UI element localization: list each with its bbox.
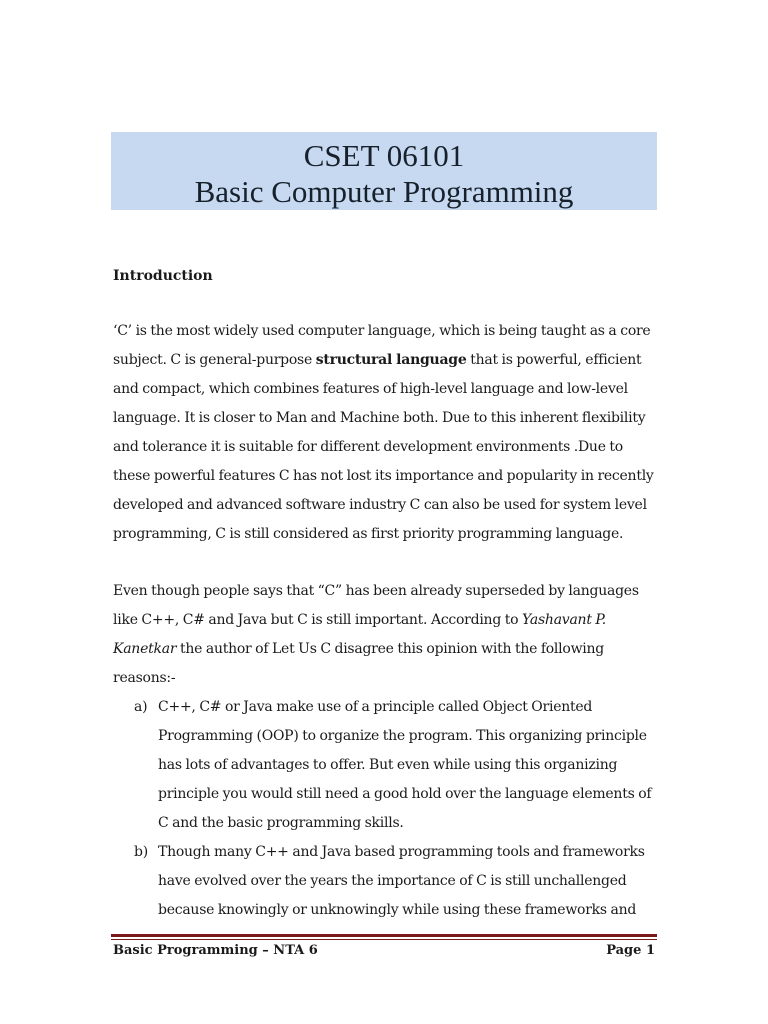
footer-rule-thin [111, 939, 657, 940]
list-marker: a) [134, 699, 148, 715]
author-name: Yashavant P. Kanetkar [113, 612, 606, 657]
reasons-intro-text-end: the author of Let Us C disagree this opinion with the following reasons:- [113, 641, 605, 686]
section-heading: Introduction [113, 268, 213, 284]
list-item-text: Though many C++ and Java based programming tools and frameworks have evolved over the years the importance of C is still unchallenged because knowingly or unknowingly while using these frameworks and [158, 844, 645, 918]
list-marker: b) [134, 844, 148, 860]
reasons-intro-text-start: Even though people says that “C” has been already superseded by languages like C++, C# and Java but C is still important. According to [113, 583, 639, 628]
reasons-list [113, 693, 658, 925]
intro-bold-term: structural language [315, 352, 467, 368]
intro-text-start: ‘C’ is the most widely used computer language, which is being taught as a core subject. C is general-purpose [113, 323, 651, 368]
footer-course-label: Basic Programming – NTA 6 [113, 943, 318, 958]
footer-rule [111, 934, 657, 937]
list-item [113, 838, 658, 925]
document-body [113, 262, 658, 925]
reasons-intro-paragraph [113, 577, 658, 693]
list-item [113, 693, 658, 838]
title-banner [111, 132, 657, 210]
intro-text-end: that is powerful, efficient and compact, which combines features of high-level language and low-level language. It is closer to Man and Machine both. Due to this inherent flexibility and tolerance it is suitable for different development environments .Due to these powerful features C has not lost its importance and popularity in recently developed and advanced software industry C can also be used for system level programming, C is still considered as first priority programming language. [113, 352, 654, 542]
page-number: Page 1 [606, 943, 655, 958]
intro-paragraph [113, 317, 658, 549]
course-title: Basic Computer Programming [194, 174, 574, 209]
course-code: CSET 06101 [303, 138, 465, 173]
list-item-text: C++, C# or Java make use of a principle called Object Oriented Programming (OOP) to organize the program. This organizing principle has lots of advantages to offer. But even while using this organizing principle you would still need a good hold over the language elements of C and the basic programming skills. [158, 699, 652, 831]
